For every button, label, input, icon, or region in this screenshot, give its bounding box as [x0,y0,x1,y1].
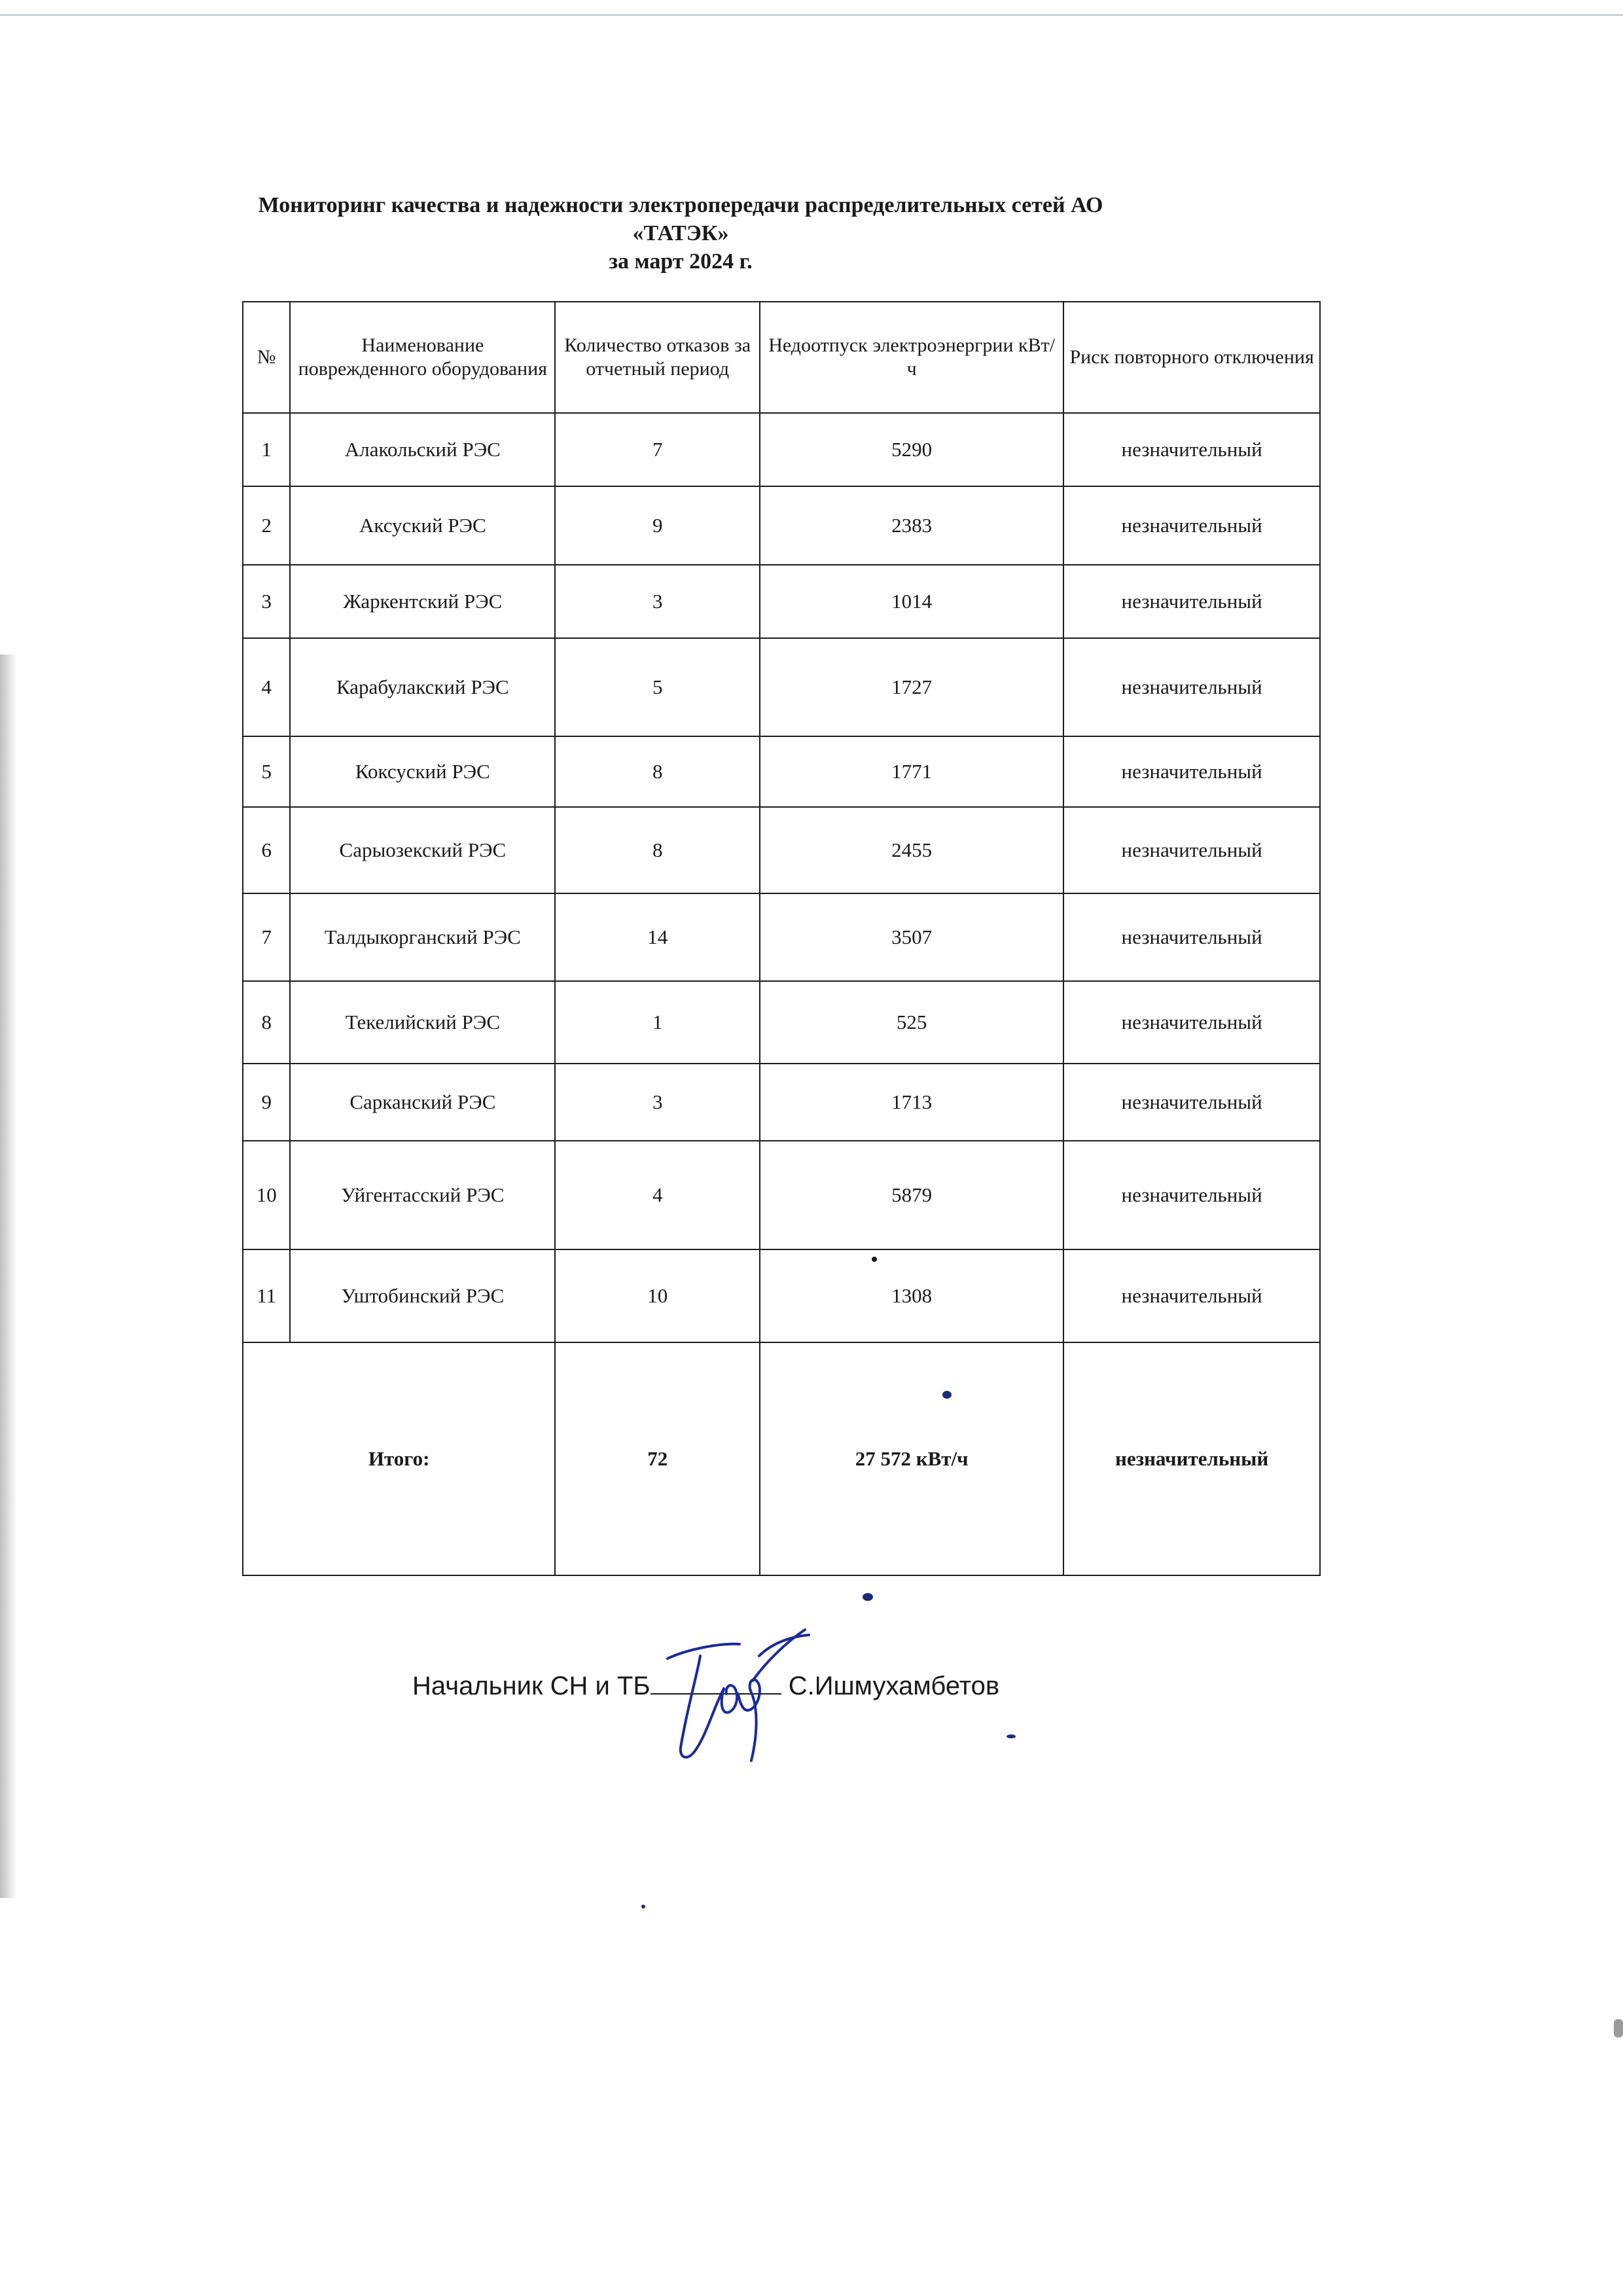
row-undersupply: 1727 [760,638,1063,736]
row-number: 9 [243,1064,290,1141]
table-row [243,1249,1320,1342]
header-equipment: Наименование поврежденного оборудования [290,302,555,413]
row-equipment-name: Жаркентский РЭС [290,565,555,638]
table-row [243,981,1320,1064]
header-undersupply: Недоотпуск электроэнергрии кВт/ч [760,302,1063,413]
row-undersupply: 1771 [760,736,1063,807]
row-risk: незначительный [1063,1141,1320,1249]
row-risk: незначительный [1063,807,1320,893]
header-failures: Количество отказов за отчетный период [555,302,760,413]
row-risk: незначительный [1063,736,1320,807]
ink-speck [641,1905,645,1909]
row-failure-count: 4 [555,1141,760,1249]
row-equipment-name: Алакольский РЭС [290,413,555,486]
row-number: 6 [243,807,290,893]
table-row [243,413,1320,486]
table-row [243,1141,1320,1249]
table-row [243,638,1320,736]
row-risk: незначительный [1063,565,1320,638]
row-failure-count: 3 [555,565,760,638]
row-undersupply: 1014 [760,565,1063,638]
table-row [243,807,1320,893]
table-row [243,565,1320,638]
row-equipment-name: Талдыкорганский РЭС [290,893,555,981]
row-number: 11 [243,1249,290,1342]
row-number: 1 [243,413,290,486]
row-failure-count: 5 [555,638,760,736]
row-failure-count: 8 [555,807,760,893]
row-number: 8 [243,981,290,1064]
row-risk: незначительный [1063,1249,1320,1342]
monitoring-table [242,301,1321,1576]
total-failures: 72 [555,1342,760,1575]
table-row [243,736,1320,807]
row-risk: незначительный [1063,638,1320,736]
ink-speck [863,1593,873,1601]
row-failure-count: 7 [555,413,760,486]
row-number: 3 [243,565,290,638]
table-header-row [243,302,1320,413]
row-failure-count: 9 [555,486,760,565]
row-equipment-name: Карабулакский РЭС [290,638,555,736]
row-number: 7 [243,893,290,981]
row-risk: незначительный [1063,981,1320,1064]
row-undersupply: 1308 [760,1249,1063,1342]
row-equipment-name: Сарканский РЭС [290,1064,555,1141]
title-line-2: «ТАТЭК» [632,221,729,245]
table-body [243,413,1320,1342]
row-equipment-name: Сарыозекский РЭС [290,807,555,893]
row-risk: незначительный [1063,1064,1320,1141]
title-line-3: за март 2024 г. [609,249,753,274]
row-number: 10 [243,1141,290,1249]
title-line-1: Мониторинг качества и надежности электропередачи распределительных сетей АО [258,193,1103,217]
row-risk: незначительный [1063,893,1320,981]
row-equipment-name: Уйгентасский РЭС [290,1141,555,1249]
ink-speck [1007,1734,1016,1738]
row-risk: незначительный [1063,486,1320,565]
total-undersupply: 27 572 кВт/ч [760,1342,1063,1575]
row-failure-count: 14 [555,893,760,981]
row-undersupply: 525 [760,981,1063,1064]
table-row [243,893,1320,981]
row-number: 5 [243,736,290,807]
header-risk: Риск повторного отключения [1063,302,1320,413]
total-row [243,1342,1320,1575]
row-undersupply: 2383 [760,486,1063,565]
ink-speck [942,1391,952,1399]
table-row [243,1064,1320,1141]
row-equipment-name: Аксуский РЭС [290,486,555,565]
row-undersupply: 2455 [760,807,1063,893]
signatory-name: С.Ишмухамбетов [788,1672,1000,1700]
row-undersupply: 5879 [760,1141,1063,1249]
scan-edge-top [0,14,1623,16]
row-failure-count: 3 [555,1064,760,1141]
handwritten-signature [661,1617,812,1774]
total-label: Итого: [243,1342,555,1575]
row-failure-count: 10 [555,1249,760,1342]
row-equipment-name: Коксуский РЭС [290,736,555,807]
header-number: № [243,302,290,413]
row-undersupply: 3507 [760,893,1063,981]
row-equipment-name: Уштобинский РЭС [290,1249,555,1342]
document-title [196,191,1165,276]
row-failure-count: 1 [555,981,760,1064]
row-risk: незначительный [1063,413,1320,486]
row-number: 4 [243,638,290,736]
total-risk: незначительный [1063,1342,1320,1575]
ink-speck [872,1257,877,1262]
row-equipment-name: Текелийский РЭС [290,981,555,1064]
row-failure-count: 8 [555,736,760,807]
row-undersupply: 5290 [760,413,1063,486]
row-number: 2 [243,486,290,565]
table-row [243,486,1320,565]
punch-hole-mark [1614,2019,1623,2037]
row-undersupply: 1713 [760,1064,1063,1141]
signatory-position: Начальник СН и ТБ [412,1672,651,1700]
scan-edge-shadow [0,655,17,1898]
